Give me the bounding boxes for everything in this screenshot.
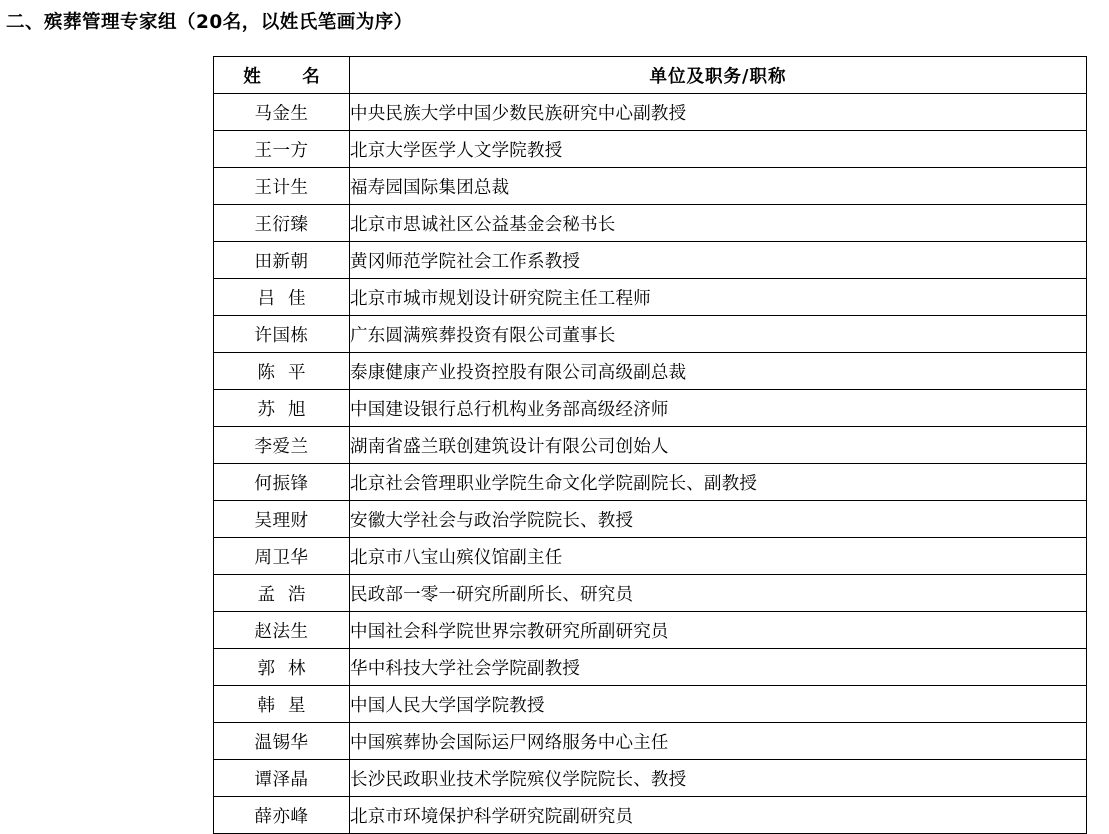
table-row [214, 686, 1087, 723]
cell-organization: 泰康健康产业投资控股有限公司高级副总裁 [350, 353, 1087, 390]
table-row [214, 353, 1087, 390]
table-row [214, 279, 1087, 316]
table-row [214, 427, 1087, 464]
cell-name: 李爱兰 [214, 427, 350, 464]
table-row [214, 649, 1087, 686]
table-row [214, 575, 1087, 612]
cell-organization: 长沙民政职业技术学院殡仪学院院长、教授 [350, 760, 1087, 797]
cell-organization: 北京市环境保护科学研究院副研究员 [350, 797, 1087, 834]
table-row [214, 760, 1087, 797]
cell-name: 赵法生 [214, 612, 350, 649]
cell-name: 王计生 [214, 168, 350, 205]
table-row [214, 205, 1087, 242]
cell-name: 吴理财 [214, 501, 350, 538]
cell-name: 韩星 [214, 686, 350, 723]
cell-name: 周卫华 [214, 538, 350, 575]
table-row [214, 390, 1087, 427]
cell-organization: 北京大学医学人文学院教授 [350, 131, 1087, 168]
table-row [214, 94, 1087, 131]
table-row [214, 242, 1087, 279]
column-header-name: 姓 名 [214, 57, 350, 94]
cell-organization: 北京社会管理职业学院生命文化学院副院长、副教授 [350, 464, 1087, 501]
cell-name: 吕佳 [214, 279, 350, 316]
column-header-organization: 单位及职务/职称 [350, 57, 1087, 94]
cell-name: 苏旭 [214, 390, 350, 427]
cell-organization: 湖南省盛兰联创建筑设计有限公司创始人 [350, 427, 1087, 464]
table-row [214, 797, 1087, 834]
table-row [214, 723, 1087, 760]
cell-name: 温锡华 [214, 723, 350, 760]
cell-name: 田新朝 [214, 242, 350, 279]
cell-organization: 中国社会科学院世界宗教研究所副研究员 [350, 612, 1087, 649]
table-body [214, 94, 1087, 834]
table-row [214, 168, 1087, 205]
cell-name: 陈平 [214, 353, 350, 390]
cell-organization: 民政部一零一研究所副所长、研究员 [350, 575, 1087, 612]
table-header-row [214, 57, 1087, 94]
cell-name: 马金生 [214, 94, 350, 131]
cell-organization: 北京市八宝山殡仪馆副主任 [350, 538, 1087, 575]
expert-roster-table-container [213, 56, 1086, 834]
cell-organization: 北京市思诚社区公益基金会秘书长 [350, 205, 1087, 242]
page-title: 二、殡葬管理专家组（20名，以姓氏笔画为序） [6, 12, 413, 33]
cell-organization: 北京市城市规划设计研究院主任工程师 [350, 279, 1087, 316]
cell-organization: 中国建设银行总行机构业务部高级经济师 [350, 390, 1087, 427]
table-row [214, 316, 1087, 353]
cell-organization: 华中科技大学社会学院副教授 [350, 649, 1087, 686]
cell-name: 郭林 [214, 649, 350, 686]
cell-organization: 中央民族大学中国少数民族研究中心副教授 [350, 94, 1087, 131]
cell-name: 孟浩 [214, 575, 350, 612]
cell-name: 王一方 [214, 131, 350, 168]
cell-organization: 广东圆满殡葬投资有限公司董事长 [350, 316, 1087, 353]
cell-name: 谭泽晶 [214, 760, 350, 797]
cell-organization: 中国人民大学国学院教授 [350, 686, 1087, 723]
table-row [214, 501, 1087, 538]
cell-organization: 黄冈师范学院社会工作系教授 [350, 242, 1087, 279]
table-header [214, 57, 1087, 94]
table-row [214, 464, 1087, 501]
cell-name: 薛亦峰 [214, 797, 350, 834]
table-row [214, 612, 1087, 649]
expert-roster-table [213, 56, 1087, 834]
cell-organization: 安徽大学社会与政治学院院长、教授 [350, 501, 1087, 538]
cell-name: 王衍臻 [214, 205, 350, 242]
table-row [214, 538, 1087, 575]
cell-name: 许国栋 [214, 316, 350, 353]
cell-organization: 中国殡葬协会国际运尸网络服务中心主任 [350, 723, 1087, 760]
cell-organization: 福寿园国际集团总裁 [350, 168, 1087, 205]
table-row [214, 131, 1087, 168]
cell-name: 何振锋 [214, 464, 350, 501]
